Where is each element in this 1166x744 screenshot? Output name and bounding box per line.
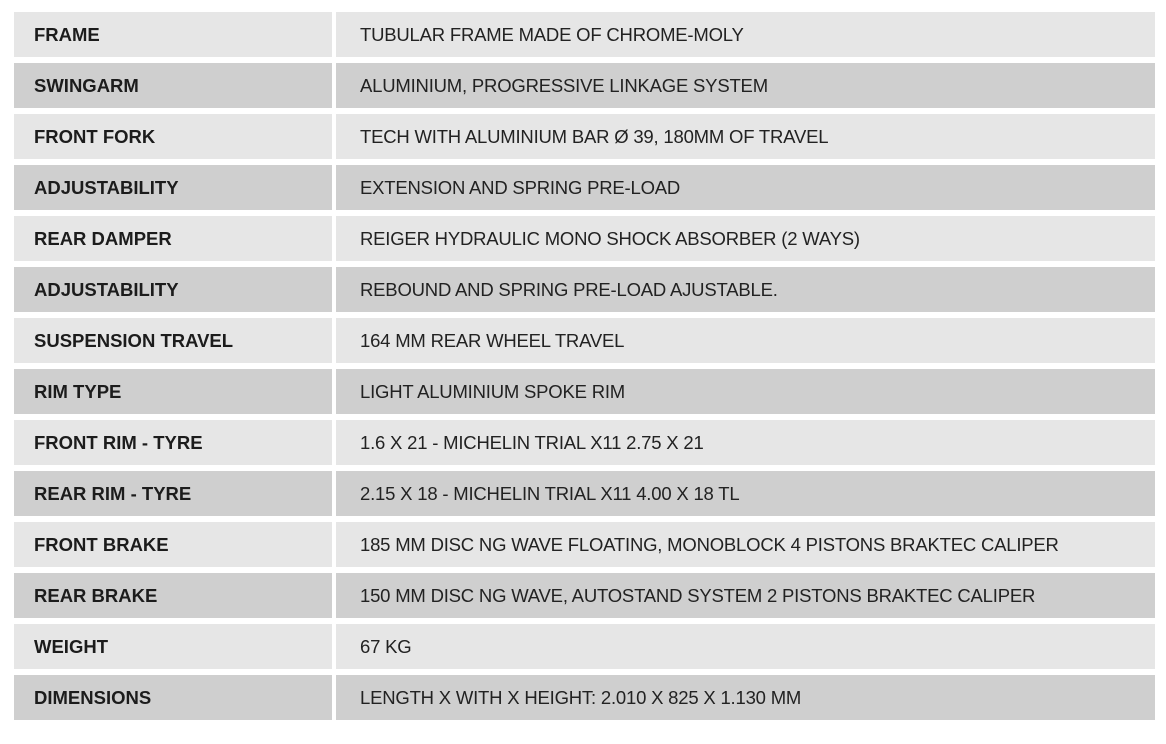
spec-row-frame <box>14 12 1155 63</box>
spec-row-front-rim-tyre <box>14 420 1155 471</box>
spec-value: 150 MM DISC NG WAVE, AUTOSTAND SYSTEM 2 PISTONS BRAKTEC CALIPER <box>336 573 1155 624</box>
spec-label: SUSPENSION TRAVEL <box>14 318 336 369</box>
spec-value: 67 KG <box>336 624 1155 675</box>
spec-label: FRONT RIM - TYRE <box>14 420 336 471</box>
spec-label: SWINGARM <box>14 63 336 114</box>
spec-label: FRAME <box>14 12 336 63</box>
spec-row-rear-brake <box>14 573 1155 624</box>
spec-table <box>14 12 1155 720</box>
spec-row-rear-damper <box>14 216 1155 267</box>
spec-row-dimensions <box>14 675 1155 720</box>
spec-label: WEIGHT <box>14 624 336 675</box>
spec-row-swingarm <box>14 63 1155 114</box>
spec-value: EXTENSION AND SPRING PRE-LOAD <box>336 165 1155 216</box>
spec-label: REAR DAMPER <box>14 216 336 267</box>
spec-label: ADJUSTABILITY <box>14 267 336 318</box>
spec-label: REAR RIM - TYRE <box>14 471 336 522</box>
spec-value: REBOUND AND SPRING PRE-LOAD AJUSTABLE. <box>336 267 1155 318</box>
spec-value: TECH WITH ALUMINIUM BAR Ø 39, 180MM OF TRAVEL <box>336 114 1155 165</box>
spec-value: LIGHT ALUMINIUM SPOKE RIM <box>336 369 1155 420</box>
spec-row-weight <box>14 624 1155 675</box>
spec-label: FRONT FORK <box>14 114 336 165</box>
spec-label: ADJUSTABILITY <box>14 165 336 216</box>
spec-value: ALUMINIUM, PROGRESSIVE LINKAGE SYSTEM <box>336 63 1155 114</box>
spec-row-adjustability-rear <box>14 267 1155 318</box>
spec-value: 1.6 X 21 - MICHELIN TRIAL X11 2.75 X 21 <box>336 420 1155 471</box>
spec-value: TUBULAR FRAME MADE OF CHROME-MOLY <box>336 12 1155 63</box>
spec-value: LENGTH X WITH X HEIGHT: 2.010 X 825 X 1.130 MM <box>336 675 1155 720</box>
spec-label: DIMENSIONS <box>14 675 336 720</box>
spec-value: 164 MM REAR WHEEL TRAVEL <box>336 318 1155 369</box>
spec-row-rear-rim-tyre <box>14 471 1155 522</box>
spec-row-rim-type <box>14 369 1155 420</box>
spec-row-suspension-travel <box>14 318 1155 369</box>
spec-row-front-brake <box>14 522 1155 573</box>
spec-value: 185 MM DISC NG WAVE FLOATING, MONOBLOCK 4 PISTONS BRAKTEC CALIPER <box>336 522 1155 573</box>
spec-row-adjustability-front <box>14 165 1155 216</box>
spec-value: REIGER HYDRAULIC MONO SHOCK ABSORBER (2 WAYS) <box>336 216 1155 267</box>
spec-label: RIM TYPE <box>14 369 336 420</box>
spec-row-front-fork <box>14 114 1155 165</box>
spec-label: FRONT BRAKE <box>14 522 336 573</box>
spec-value: 2.15 X 18 - MICHELIN TRIAL X11 4.00 X 18 TL <box>336 471 1155 522</box>
spec-label: REAR BRAKE <box>14 573 336 624</box>
